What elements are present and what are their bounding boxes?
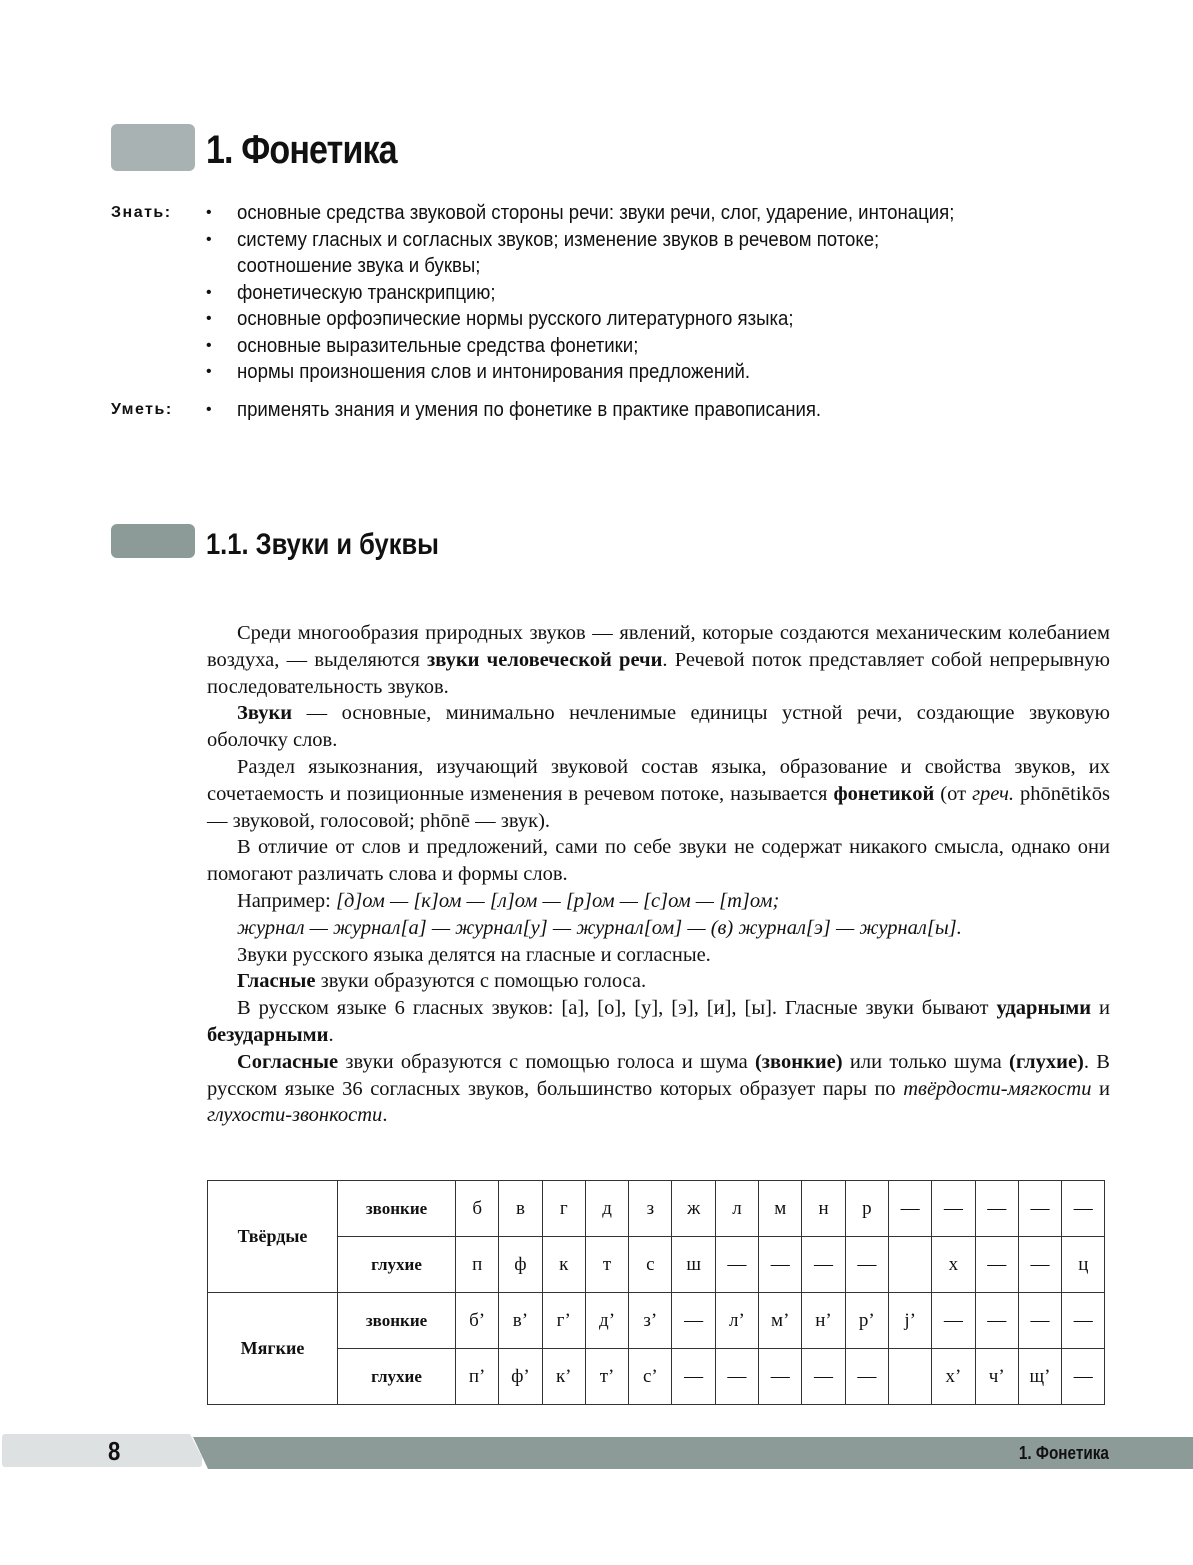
letter-cell: т: [585, 1237, 628, 1293]
bullet-icon: •: [206, 230, 212, 248]
letter-cell: —: [1062, 1181, 1105, 1237]
letter-cell: п: [456, 1237, 499, 1293]
paragraph: Согласные звуки образуются с помощью голоса и шума (звонкие) или только шума (глухие). В русском языке 36 согласных звуков, большинство которых образует пары по твёрдости-мягкости и глухости-звонкости.: [207, 1050, 1110, 1127]
letter-cell: к: [542, 1237, 585, 1293]
requirement-item: [111, 359, 1111, 386]
letter-cell: —: [932, 1181, 975, 1237]
letter-cell: г’: [542, 1293, 585, 1349]
requirement-text: соотношение звука и буквы;: [237, 255, 481, 277]
requirement-text: систему гласных и согласных звуков; изменение звуков в речевом потоке;: [237, 228, 880, 251]
requirement-item: [111, 306, 1111, 333]
letter-cell: —: [845, 1349, 888, 1405]
bullet-icon: •: [206, 336, 212, 354]
paragraph: В отличие от слов и предложений, сами по себе звуки не содержат никакого смысла, однако они помогают различать слова и формы слов.: [207, 836, 1110, 886]
bullet-icon: •: [206, 363, 212, 380]
letter-cell: л: [715, 1181, 758, 1237]
letter-cell: ж: [672, 1181, 715, 1237]
letter-cell: г: [542, 1181, 585, 1237]
paragraph: Гласные звуки образуются с помощью голоса.: [237, 970, 647, 993]
letter-cell: в: [499, 1181, 542, 1237]
bullet-icon: •: [206, 310, 212, 327]
requirement-item: [111, 397, 1111, 424]
letter-cell: ш: [672, 1237, 715, 1293]
letter-cell: —: [672, 1293, 715, 1349]
letter-cell: —: [715, 1349, 758, 1405]
group-label: Мягкие: [208, 1293, 338, 1405]
requirement-text: основные орфоэпические нормы русского литературного языка;: [237, 308, 794, 330]
letter-cell: п’: [456, 1349, 499, 1405]
requirement-text: основные выразительные средства фонетики;: [237, 334, 639, 357]
voicing-label: глухие: [338, 1237, 456, 1293]
letter-cell: —: [975, 1181, 1018, 1237]
letter-cell: ф: [499, 1237, 542, 1293]
can-label: Уметь:: [111, 401, 173, 418]
requirement-item: [111, 200, 1111, 227]
paragraph: журнал — журнал[а] — журнал[у] — журнал[ом] — (в) журнал[э] — журнал[ы].: [237, 916, 962, 939]
letter-cell: м’: [759, 1293, 802, 1349]
footer-page-tab: [2, 1434, 202, 1467]
paragraph: Звуки — основные, минимально нечленимые единицы устной речи, создающие звуковую оболочку слов.: [207, 702, 1110, 752]
letter-cell: —: [845, 1237, 888, 1293]
requirement-text: нормы произношения слов и интонирования предложений.: [237, 361, 751, 383]
can-requirements: [111, 397, 1111, 424]
letter-cell: с: [629, 1237, 672, 1293]
letter-cell: —: [1062, 1293, 1105, 1349]
requirement-item: [111, 227, 1111, 254]
requirement-text: основные средства звуковой стороны речи: звуки речи, слог, ударение, интонация;: [237, 202, 955, 224]
letter-cell: р: [845, 1181, 888, 1237]
table-row: [208, 1237, 1105, 1293]
bullet-icon: •: [206, 204, 212, 221]
letter-cell: —: [975, 1237, 1018, 1293]
body-text: [207, 620, 1110, 1129]
letter-cell: д: [585, 1181, 628, 1237]
letter-cell: д’: [585, 1293, 628, 1349]
letter-cell: н: [802, 1181, 845, 1237]
letter-cell: ч’: [975, 1349, 1018, 1405]
chapter-marker: [111, 124, 195, 171]
page-number: 8: [108, 1436, 121, 1466]
letter-cell: —: [759, 1237, 802, 1293]
letter-cell: —: [802, 1349, 845, 1405]
letter-cell: —: [1018, 1181, 1061, 1237]
letter-cell: р’: [845, 1293, 888, 1349]
voicing-label: звонкие: [338, 1293, 456, 1349]
letter-cell: з’: [629, 1293, 672, 1349]
letter-cell: —: [1018, 1293, 1061, 1349]
bullet-icon: •: [206, 401, 212, 418]
letter-cell: —: [759, 1349, 802, 1405]
letter-cell: [888, 1237, 931, 1293]
letter-cell: л’: [715, 1293, 758, 1349]
letter-cell: —: [715, 1237, 758, 1293]
know-requirements: [111, 200, 1111, 386]
letter-cell: к’: [542, 1349, 585, 1405]
letter-cell: ф’: [499, 1349, 542, 1405]
paragraph: В русском языке 6 гласных звуков: [а], [о], [у], [э], [и], [ы]. Гласные звуки бывают ударными и безударными.: [207, 997, 1110, 1046]
group-label: Твёрдые: [208, 1181, 338, 1293]
know-label: Знать:: [111, 204, 172, 221]
requirement-item: [111, 333, 1111, 360]
letter-cell: щ’: [1018, 1349, 1061, 1405]
letter-cell: з: [629, 1181, 672, 1237]
letter-cell: —: [888, 1181, 931, 1237]
requirement-item: [111, 253, 1111, 280]
letter-cell: х: [932, 1237, 975, 1293]
paragraph: Например: [д]ом — [к]ом — [л]ом — [р]ом — [с]ом — [т]ом;: [237, 889, 780, 912]
paragraph: Среди многообразия природных звуков — явлений, которые создаются механическим колебанием воздуха, — выделяются звуки человеческой речи. Речевой поток представляет собой непрерывную последовательность звуков.: [207, 622, 1110, 698]
bullet-icon: •: [206, 283, 212, 301]
chapter-title: 1. Фонетика: [206, 128, 397, 172]
letter-cell: —: [975, 1293, 1018, 1349]
letter-cell: [888, 1349, 931, 1405]
footer-chapter-title: 1. Фонетика: [1018, 1443, 1109, 1463]
letter-cell: х’: [932, 1349, 975, 1405]
table-row: [208, 1181, 1105, 1237]
letter-cell: —: [1018, 1237, 1061, 1293]
letter-cell: —: [932, 1293, 975, 1349]
requirement-text: применять знания и умения по фонетике в практике правописания.: [237, 399, 822, 421]
letter-cell: j’: [888, 1293, 931, 1349]
letter-cell: —: [1062, 1349, 1105, 1405]
letter-cell: т’: [585, 1349, 628, 1405]
section-title: 1.1. Звуки и буквы: [206, 528, 439, 561]
letter-cell: н’: [802, 1293, 845, 1349]
table-row: [208, 1293, 1105, 1349]
requirement-text: фонетическую транскрипцию;: [237, 281, 496, 304]
paragraph: Звуки русского языка делятся на гласные и согласные.: [237, 943, 711, 966]
voicing-label: звонкие: [338, 1181, 456, 1237]
requirement-item: [111, 280, 1111, 307]
letter-cell: б’: [456, 1293, 499, 1349]
letter-cell: ц: [1062, 1237, 1105, 1293]
letter-cell: с’: [629, 1349, 672, 1405]
letter-cell: б: [456, 1181, 499, 1237]
voicing-label: глухие: [338, 1349, 456, 1405]
letter-cell: —: [672, 1349, 715, 1405]
letter-cell: м: [759, 1181, 802, 1237]
paragraph: Раздел языкознания, изучающий звуковой состав языка, образование и свойства звуков, их сочетаемость и позиционные изменения в речевом потоке, называется фонетикой (от греч. phōnētikōs — звуковой, голосовой; phōnē — звук).: [207, 755, 1111, 832]
consonant-table: [207, 1180, 1105, 1405]
section-marker: [111, 524, 195, 558]
table-row: [208, 1349, 1105, 1405]
letter-cell: —: [802, 1237, 845, 1293]
letter-cell: в’: [499, 1293, 542, 1349]
